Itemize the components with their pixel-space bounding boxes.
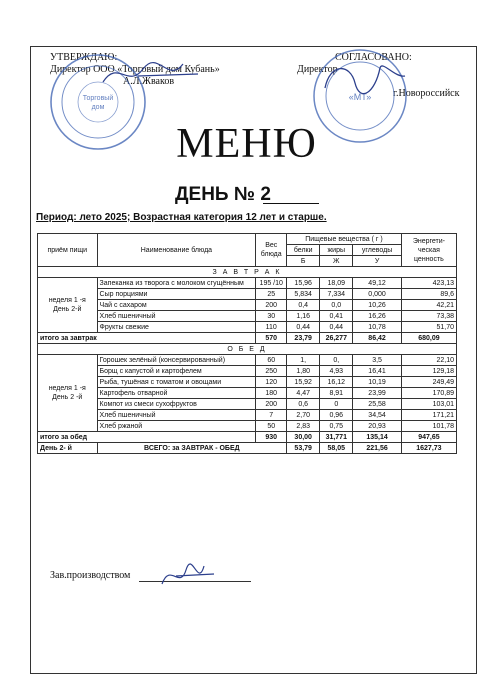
dish-fat: 0,41 bbox=[320, 311, 353, 322]
dish-energy: 129,18 bbox=[401, 366, 456, 377]
lunch-row bbox=[38, 421, 457, 432]
dish-name: Горошек зелёный (консервированный) bbox=[97, 355, 256, 366]
dish-fat: 0 bbox=[320, 399, 353, 410]
svg-text:дом: дом bbox=[91, 104, 105, 111]
table-header-row bbox=[38, 234, 457, 245]
dish-prot: 1, bbox=[287, 355, 320, 366]
dish-name: Запеканка из творога с молоком сгущённым bbox=[97, 278, 256, 289]
header-dish: Наименование блюда bbox=[97, 234, 256, 267]
breakfast-total-fat: 26,277 bbox=[320, 333, 353, 344]
breakfast-row bbox=[38, 322, 457, 333]
dish-fat: 0,0 bbox=[320, 300, 353, 311]
dish-carb: 16,26 bbox=[353, 311, 402, 322]
header-weight: Вес блюда bbox=[256, 234, 287, 267]
dish-fat: 8,91 bbox=[320, 388, 353, 399]
svg-text:«МТ»: «МТ» bbox=[348, 92, 372, 102]
dish-weight: 50 bbox=[256, 421, 287, 432]
header-zh: Ж bbox=[320, 256, 353, 267]
day-total-carb: 221,56 bbox=[353, 443, 402, 454]
dish-prot: 5,834 bbox=[287, 289, 320, 300]
dish-prot: 15,96 bbox=[287, 278, 320, 289]
dish-name: Хлеб ржаной bbox=[97, 421, 256, 432]
dish-carb: 34,54 bbox=[353, 410, 402, 421]
section-lunch bbox=[38, 344, 457, 355]
approve-title: УТВЕРЖДАЮ: bbox=[50, 52, 118, 63]
dish-energy: 249,49 bbox=[401, 377, 456, 388]
dish-energy: 171,21 bbox=[401, 410, 456, 421]
dish-fat: 0, bbox=[320, 355, 353, 366]
lunch-total-label: итого за обед bbox=[38, 432, 256, 443]
dish-carb: 25,58 bbox=[353, 399, 402, 410]
dish-energy: 42,21 bbox=[401, 300, 456, 311]
dish-fat: 18,09 bbox=[320, 278, 353, 289]
dish-prot: 2,83 bbox=[287, 421, 320, 432]
header-b: Б bbox=[287, 256, 320, 267]
dish-energy: 22,10 bbox=[401, 355, 456, 366]
lunch-row bbox=[38, 388, 457, 399]
lunch-rows bbox=[38, 355, 457, 432]
dish-weight: 250 bbox=[256, 366, 287, 377]
dish-energy: 101,78 bbox=[401, 421, 456, 432]
breakfast-total-carb: 86,42 bbox=[353, 333, 402, 344]
dish-name: Борщ с капустой и картофелем bbox=[97, 366, 256, 377]
dish-carb: 10,78 bbox=[353, 322, 402, 333]
dish-fat: 16,12 bbox=[320, 377, 353, 388]
dish-prot: 2,70 bbox=[287, 410, 320, 421]
agree-line: Директор bbox=[297, 64, 338, 75]
lunch-row bbox=[38, 366, 457, 377]
header-u: У bbox=[353, 256, 402, 267]
director-signature-right bbox=[320, 58, 410, 98]
header-energy: Энергети-ческая ценность bbox=[401, 234, 456, 267]
dish-weight: 60 bbox=[256, 355, 287, 366]
day-total-fat: 58,05 bbox=[320, 443, 353, 454]
footer-label: Зав.производством bbox=[50, 570, 131, 581]
dish-carb: 23,99 bbox=[353, 388, 402, 399]
day-total-caption: ВСЕГО: за ЗАВТРАК - ОБЕД bbox=[97, 443, 287, 454]
breakfast-row bbox=[38, 278, 457, 289]
lunch-total-fat: 31,771 bbox=[320, 432, 353, 443]
dish-fat: 0,75 bbox=[320, 421, 353, 432]
header-nutrients: Пищевые вещества ( г ) bbox=[287, 234, 402, 245]
section-lunch-label: О Б Е Д bbox=[38, 344, 457, 355]
dish-weight: 120 bbox=[256, 377, 287, 388]
dish-name: Фрукты свежие bbox=[97, 322, 256, 333]
dish-prot: 0,6 bbox=[287, 399, 320, 410]
lunch-total-prot: 30,00 bbox=[287, 432, 320, 443]
dish-name: Рыба, тушёная с томатом и овощами bbox=[97, 377, 256, 388]
day-total-row bbox=[38, 443, 457, 454]
dish-prot: 0,4 bbox=[287, 300, 320, 311]
dish-fat: 4,93 bbox=[320, 366, 353, 377]
dish-weight: 110 bbox=[256, 322, 287, 333]
lunch-meal-label: неделя 1 -я День 2 -й bbox=[38, 355, 98, 432]
dish-carb: 10,26 bbox=[353, 300, 402, 311]
manager-signature bbox=[158, 560, 218, 592]
breakfast-row bbox=[38, 311, 457, 322]
header-meal: приём пищи bbox=[38, 234, 98, 267]
dish-weight: 7 bbox=[256, 410, 287, 421]
agree-title: СОГЛАСОВАНО: bbox=[335, 52, 412, 63]
lunch-row bbox=[38, 355, 457, 366]
dish-carb: 3,5 bbox=[353, 355, 402, 366]
section-breakfast-label: З А В Т Р А К bbox=[38, 267, 457, 278]
dish-prot: 15,92 bbox=[287, 377, 320, 388]
dish-prot: 1,80 bbox=[287, 366, 320, 377]
dish-energy: 103,01 bbox=[401, 399, 456, 410]
lunch-total-energy: 947,65 bbox=[401, 432, 456, 443]
director-signature-left bbox=[98, 54, 208, 94]
breakfast-row bbox=[38, 300, 457, 311]
section-breakfast bbox=[38, 267, 457, 278]
dish-carb: 20,93 bbox=[353, 421, 402, 432]
approve-name: А.Л.Жваков bbox=[123, 76, 175, 87]
dish-carb: 10,19 bbox=[353, 377, 402, 388]
breakfast-total-weight: 570 bbox=[256, 333, 287, 344]
dish-name: Сыр порциями bbox=[97, 289, 256, 300]
lunch-total-weight: 930 bbox=[256, 432, 287, 443]
menu-table bbox=[37, 233, 457, 454]
breakfast-rows bbox=[38, 278, 457, 333]
approve-line: Директор ООО «Торговый дом Кубань» bbox=[50, 64, 220, 75]
day-underline bbox=[263, 203, 319, 204]
dish-weight: 180 bbox=[256, 388, 287, 399]
dish-name: Хлеб пшеничный bbox=[97, 410, 256, 421]
header-fats: жиры bbox=[320, 245, 353, 256]
header-proteins: белки bbox=[287, 245, 320, 256]
page-title: МЕНЮ bbox=[176, 121, 317, 167]
dish-energy: 73,38 bbox=[401, 311, 456, 322]
dish-energy: 170,89 bbox=[401, 388, 456, 399]
breakfast-total-prot: 23,79 bbox=[287, 333, 320, 344]
dish-carb: 16,41 bbox=[353, 366, 402, 377]
svg-text:Торговый: Торговый bbox=[82, 95, 114, 102]
dish-weight: 25 bbox=[256, 289, 287, 300]
agree-city: г.Новороссийск bbox=[393, 88, 460, 99]
breakfast-row bbox=[38, 289, 457, 300]
day-total-prot: 53,79 bbox=[287, 443, 320, 454]
day-title: ДЕНЬ № 2 bbox=[175, 184, 271, 205]
breakfast-total-row bbox=[38, 333, 457, 344]
breakfast-total-energy: 680,09 bbox=[401, 333, 456, 344]
header-carbs: углеводы bbox=[353, 245, 402, 256]
dish-energy: 89,6 bbox=[401, 289, 456, 300]
day-total-energy: 1627,73 bbox=[401, 443, 456, 454]
dish-carb: 49,12 bbox=[353, 278, 402, 289]
dish-weight: 200 bbox=[256, 300, 287, 311]
dish-prot: 4,47 bbox=[287, 388, 320, 399]
dish-weight: 200 bbox=[256, 399, 287, 410]
breakfast-meal-label: неделя 1 -я День 2-й bbox=[38, 278, 98, 333]
dish-prot: 0,44 bbox=[287, 322, 320, 333]
lunch-row bbox=[38, 410, 457, 421]
dish-fat: 0,44 bbox=[320, 322, 353, 333]
dish-fat: 0,96 bbox=[320, 410, 353, 421]
day-total-label: День 2- й bbox=[38, 443, 98, 454]
lunch-row bbox=[38, 399, 457, 410]
breakfast-total-label: итого за завтрак bbox=[38, 333, 256, 344]
dish-carb: 0,000 bbox=[353, 289, 402, 300]
dish-name: Картофель отварной bbox=[97, 388, 256, 399]
dish-weight: 30 bbox=[256, 311, 287, 322]
lunch-row bbox=[38, 377, 457, 388]
lunch-total-carb: 135,14 bbox=[353, 432, 402, 443]
dish-energy: 423,13 bbox=[401, 278, 456, 289]
dish-name: Хлеб пшеничный bbox=[97, 311, 256, 322]
dish-weight: 195 /10 bbox=[256, 278, 287, 289]
lunch-total-row bbox=[38, 432, 457, 443]
dish-fat: 7,334 bbox=[320, 289, 353, 300]
dish-name: Компот из смеси сухофруктов bbox=[97, 399, 256, 410]
period-line: Период: лето 2025; Возрастная категория 12 лет и старше. bbox=[36, 212, 327, 223]
dish-energy: 51,70 bbox=[401, 322, 456, 333]
dish-prot: 1,16 bbox=[287, 311, 320, 322]
dish-name: Чай с сахаром bbox=[97, 300, 256, 311]
